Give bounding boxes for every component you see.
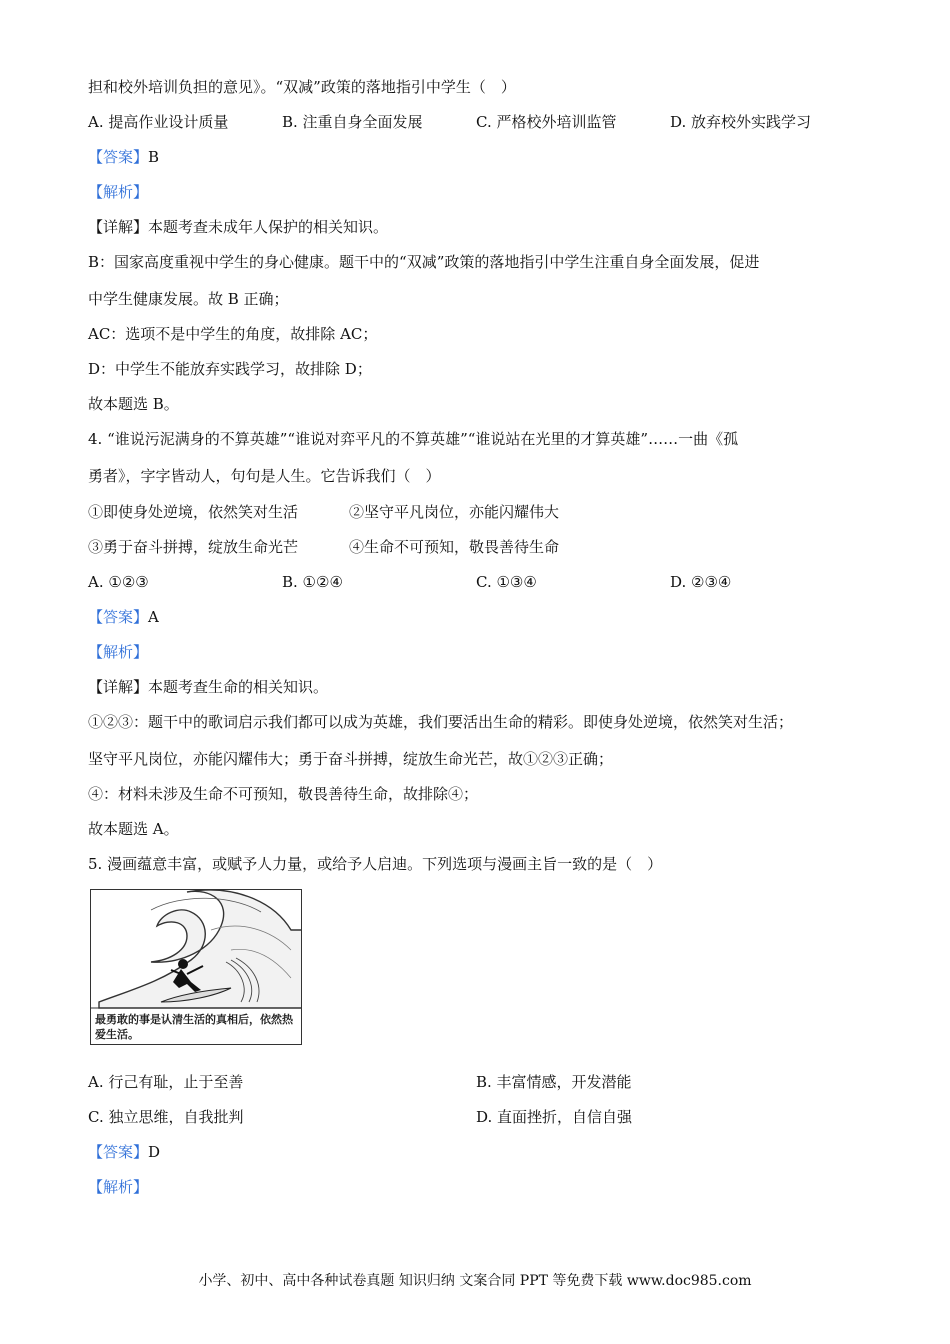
q4-analysis-line: 故本题选 A。: [88, 820, 179, 838]
q3-analysis-line: 故本题选 B。: [88, 395, 179, 413]
q5-option-d: D. 直面挫折，自信自强: [476, 1108, 633, 1126]
q4-statement-1: ①即使身处逆境，依然笑对生活: [88, 503, 299, 521]
q5-answer-row: [88, 1142, 160, 1162]
q5-option-b: B. 丰富情感，开发潜能: [476, 1073, 632, 1091]
q4-detail-row: [88, 677, 328, 697]
detail-intro: 本题考查生命的相关知识。: [148, 678, 329, 696]
q4-analysis-line: 坚守平凡岗位，亦能闪耀伟大；勇于奋斗拼搏，绽放生命光芒，故①②③正确；: [88, 750, 614, 768]
q4-analysis-label: 【解析】: [88, 643, 149, 661]
q3-analysis-line: B：国家高度重视中学生的身心健康。题干中的“双减”政策的落地指引中学生注重自身全面发展，促进: [88, 253, 760, 271]
q3-detail-row: [88, 217, 388, 237]
q4-statement-2: ②坚守平凡岗位，亦能闪耀伟大: [349, 503, 560, 521]
q5-option-a: A. 行己有耻，止于至善: [88, 1073, 244, 1091]
q4-option-c: C. ①③④: [476, 573, 537, 591]
q3-stem-tail: 担和校外培训负担的意见》。“双减”政策的落地指引中学生（ ）: [88, 78, 516, 96]
q4-answer-row: [88, 607, 159, 627]
comic-caption: 最勇敢的事是认清生活的真相后，依然热爱生活。: [95, 1013, 293, 1041]
q4-statement-3: ③勇于奋斗拼搏，绽放生命光芒: [88, 538, 299, 556]
q4-option-a: A. ①②③: [88, 573, 149, 591]
q5-stem: 5. 漫画蕴意丰富，或赋予人力量，或给予人启迪。下列选项与漫画主旨一致的是（ ）: [88, 855, 663, 873]
q5-analysis-label: 【解析】: [88, 1178, 149, 1196]
detail-intro: 本题考查未成年人保护的相关知识。: [148, 218, 389, 236]
q4-stem-line2: 勇者》，字字皆动人，句句是人生。它告诉我们（ ）: [88, 467, 441, 485]
q3-answer-row: [88, 147, 159, 167]
answer-value: D: [148, 1143, 161, 1161]
answer-label: 【答案】: [88, 1143, 149, 1161]
answer-value: A: [148, 608, 159, 626]
q4-option-b: B. ①②④: [282, 573, 343, 591]
answer-label: 【答案】: [88, 148, 149, 166]
detail-label: 【详解】: [88, 218, 149, 236]
detail-label: 【详解】: [88, 678, 149, 696]
q3-option-b: B. 注重自身全面发展: [282, 113, 423, 131]
q4-option-d: D. ②③④: [670, 573, 732, 591]
q3-analysis-line: 中学生健康发展。故 B 正确；: [88, 290, 289, 308]
q3-analysis-line: D：中学生不能放弃实践学习，故排除 D；: [88, 360, 372, 378]
q3-option-d: D. 放弃校外实践学习: [670, 113, 812, 131]
answer-label: 【答案】: [88, 608, 149, 626]
q3-option-a: A. 提高作业设计质量: [88, 113, 229, 131]
q4-analysis-line: ①②③：题干中的歌词启示我们都可以成为英雄，我们要活出生命的精彩。即使身处逆境，依然笑对生活；: [88, 713, 794, 731]
q3-analysis-line: AC：选项不是中学生的角度，故排除 AC；: [88, 325, 378, 343]
q4-stem-line1: 4. “谁说污泥满身的不算英雄”“谁说对弈平凡的不算英雄”“谁说站在光里的才算英雄”……一曲《孤: [88, 430, 739, 448]
q3-analysis-label: 【解析】: [88, 183, 149, 201]
q4-statement-4: ④生命不可预知，敬畏善待生命: [349, 538, 560, 556]
q4-analysis-line: ④：材料未涉及生命不可预知，敬畏善待生命，故排除④；: [88, 785, 479, 803]
q5-option-c: C. 独立思维，自我批判: [88, 1108, 244, 1126]
comic-image: [90, 889, 302, 1045]
answer-value: B: [148, 148, 160, 166]
q3-option-c: C. 严格校外培训监管: [476, 113, 617, 131]
page-footer: 小学、初中、高中各种试卷真题 知识归纳 文案合同 PPT 等免费下载 www.doc985.com: [198, 1273, 752, 1289]
